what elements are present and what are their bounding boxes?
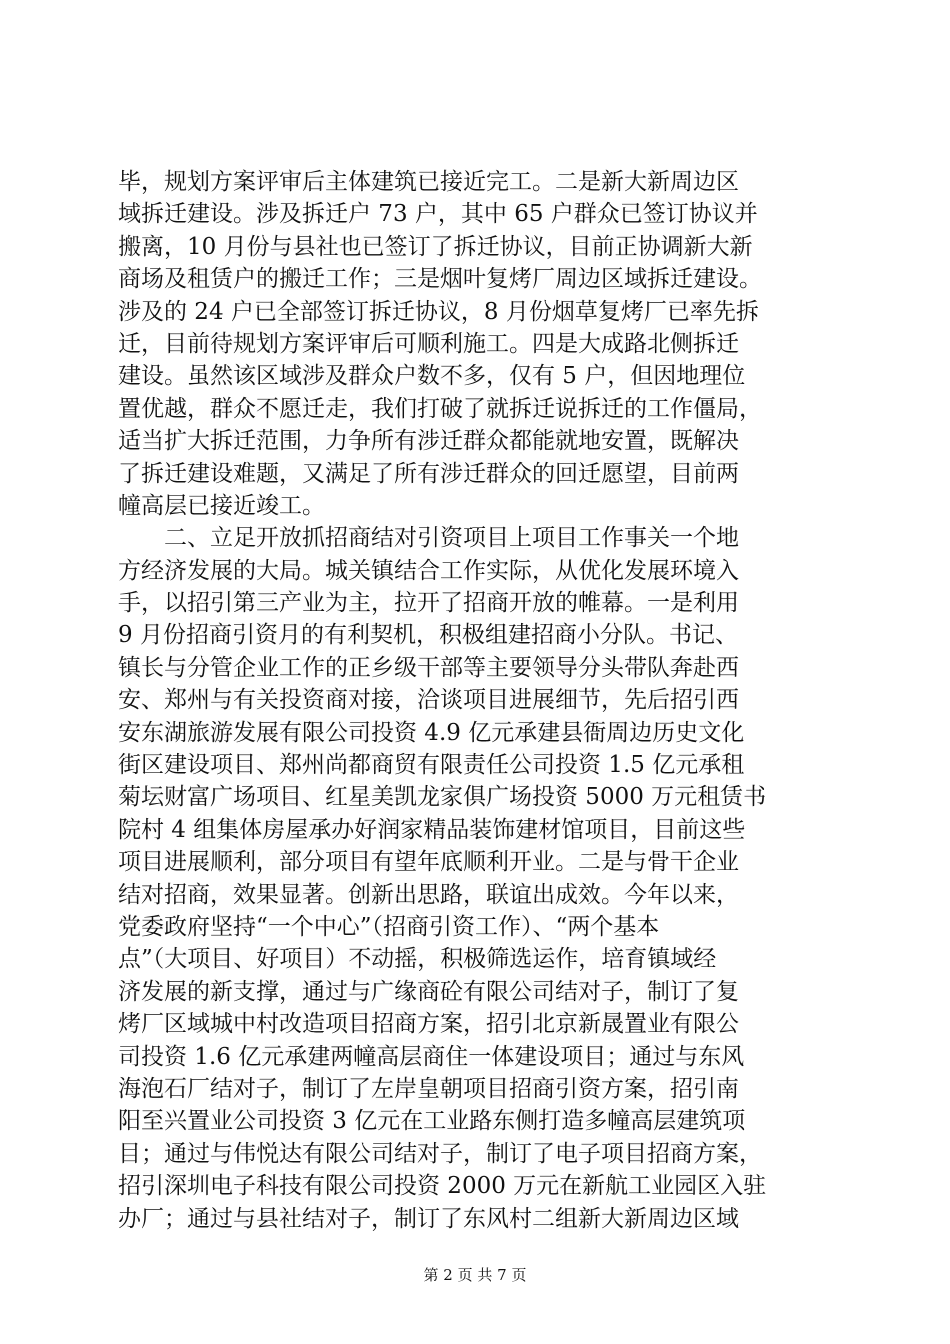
text-line: 涉及的 24 户已全部签订拆迁协议，8 月份烟草复烤厂已率先拆: [118, 298, 759, 325]
text-line: 方经济发展的大局。城关镇结合工作实际，从优化发展环境入: [118, 557, 739, 584]
text-line: 镇长与分管企业工作的正乡级干部等主要领导分头带队奔赴西: [118, 654, 739, 681]
text-line: 搬离，10 月份与县社也已签订了拆迁协议，目前正协调新大新: [118, 233, 753, 260]
body-text: [118, 166, 838, 1235]
text-line: 菊坛财富广场项目、红星美凯龙家俱广场投资 5000 万元租赁书: [118, 784, 767, 811]
text-line: 党委政府坚持“一个中心”（招商引资工作）、“两个基本: [118, 913, 660, 940]
text-line: 域拆迁建设。涉及拆迁户 73 户，其中 65 户群众已签订协议并: [118, 201, 758, 228]
text-line: 项目进展顺利，部分项目有望年底顺利开业。二是与骨干企业: [118, 849, 739, 876]
text-line: 目；通过与伟悦达有限公司结对子，制订了电子项目招商方案，: [118, 1140, 762, 1167]
text-line: 街区建设项目、郑州尚都商贸有限责任公司投资 1.5 亿元承租: [118, 752, 745, 779]
text-line: 迁，目前待规划方案评审后可顺利施工。四是大成路北侧拆迁: [118, 330, 739, 357]
text-line: 了拆迁建设难题，又满足了所有涉迁群众的回迁愿望，目前两: [118, 460, 739, 487]
text-line: 司投资 1.6 亿元承建两幢高层商住一体建设项目；通过与东风: [118, 1043, 745, 1070]
text-line: 9 月份招商引资月的有利契机，积极组建招商小分队。书记、: [118, 622, 738, 649]
text-line: 安东湖旅游发展有限公司投资 4.9 亿元承建县衙周边历史文化: [118, 719, 745, 746]
text-line: 烤厂区域城中村改造项目招商方案，招引北京新晟置业有限公: [118, 1011, 739, 1038]
text-line: 阳至兴置业公司投资 3 亿元在工业路东侧打造多幢高层建筑项: [118, 1108, 746, 1135]
text-line: 手，以招引第三产业为主，拉开了招商开放的帷幕。一是利用: [118, 590, 739, 617]
text-line: 幢高层已接近竣工。: [118, 492, 325, 519]
text-line: 适当扩大拆迁范围，力争所有涉迁群众都能就地安置，既解决: [118, 428, 739, 455]
text-line: 办厂；通过与县社结对子，制订了东风村二组新大新周边区域: [118, 1205, 739, 1232]
page-footer: [0, 1265, 950, 1285]
text-line: 安、郑州与有关投资商对接，洽谈项目进展细节，先后招引西: [118, 687, 739, 714]
text-line: 院村 4 组集体房屋承办好润家精品装饰建材馆项目，目前这些: [118, 816, 746, 843]
text-line: 建设。虽然该区域涉及群众户数不多，仅有 5 户，但因地理位: [118, 363, 746, 390]
text-line: 商场及租赁户的搬迁工作；三是烟叶复烤厂周边区域拆迁建设。: [118, 266, 762, 293]
text-line: 点”（大项目、好项目）不动摇，积极筛选运作，培育镇域经: [118, 946, 717, 973]
text-line: 结对招商，效果显著。创新出思路，联谊出成效。今年以来，: [118, 881, 739, 908]
text-line: 二、立足开放抓招商结对引资项目上项目工作事关一个地: [118, 525, 739, 552]
text-line: 济发展的新支撑，通过与广缘商砼有限公司结对子，制订了复: [118, 978, 739, 1005]
text-line: 置优越，群众不愿迁走，我们打破了就拆迁说拆迁的工作僵局，: [118, 395, 762, 422]
text-line: 招引深圳电子科技有限公司投资 2000 万元在新航工业园区入驻: [118, 1173, 767, 1200]
text-line: 海泡石厂结对子，制订了左岸皇朝项目招商引资方案，招引南: [118, 1075, 739, 1102]
page-number: 第 2 页 共 7 页: [423, 1266, 527, 1284]
text-line: 毕，规划方案评审后主体建筑已接近完工。二是新大新周边区: [118, 169, 739, 195]
